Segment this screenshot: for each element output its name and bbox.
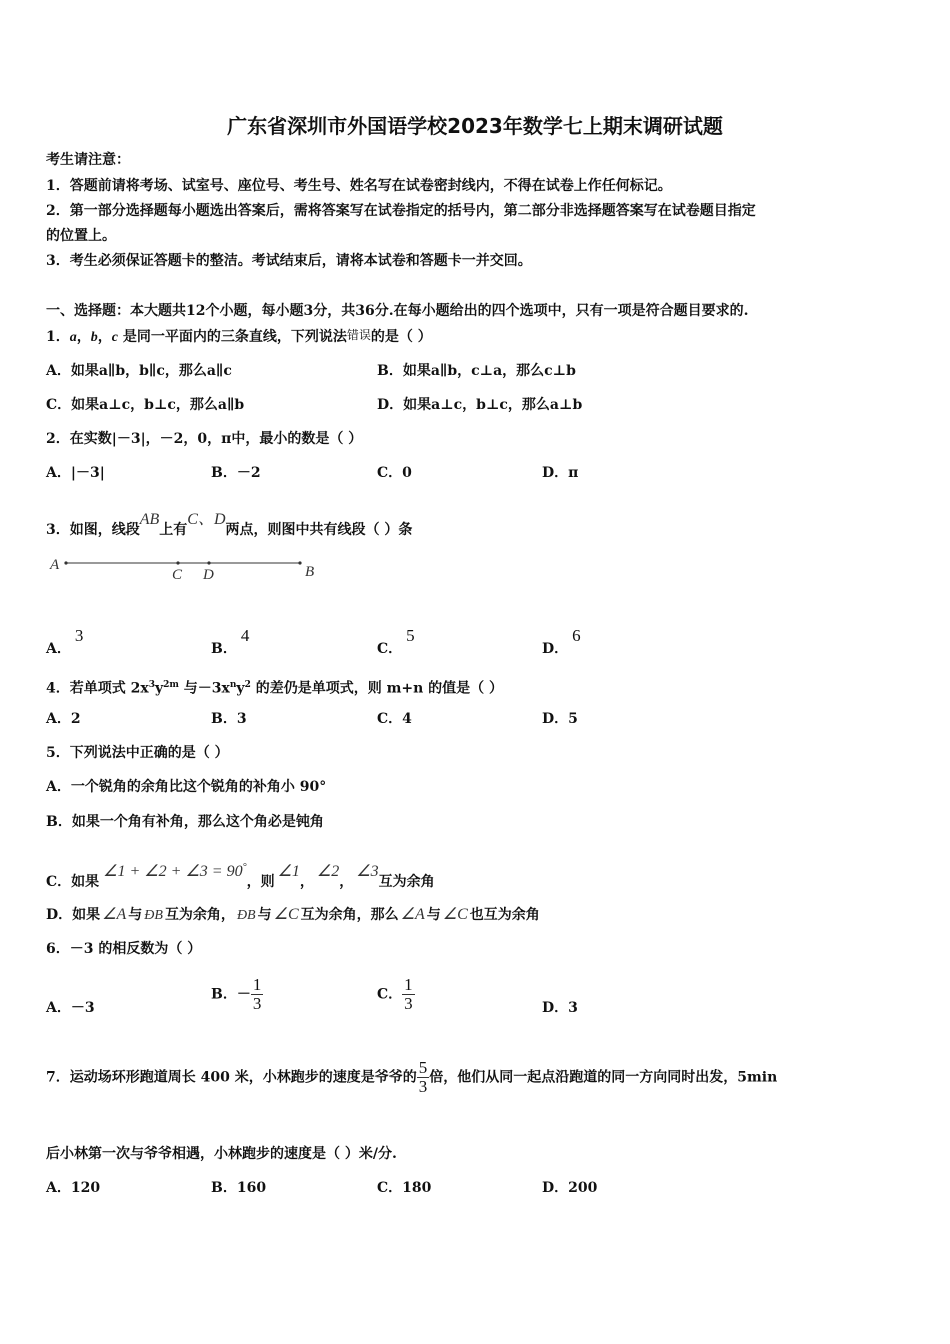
q6-option-c[interactable]: C． $\frac{1}{3}$ (377, 975, 413, 1013)
q1-option-b[interactable]: B．如果a∥b，c⊥a，那么c⊥b (377, 363, 576, 379)
notice-heading: 考生请注意： (46, 152, 130, 168)
label-b: B (305, 564, 315, 580)
q5-option-b[interactable]: B．如果一个角有补角，那么这个角必是钝角 (46, 814, 324, 830)
q5-option-a[interactable]: A．一个锐角的余角比这个锐角的补角小 90° (46, 779, 327, 795)
q7-option-a[interactable]: A．120 (46, 1180, 101, 1196)
page-title: 广东省深圳市外国语学校2023年数学七上期末调研试题 (227, 114, 723, 138)
q1-stem: 1．a，b，c 是同一平面内的三条直线，下列说法错误的是（ ） (46, 328, 432, 345)
label-c: C (172, 567, 183, 583)
fraction-one-third: $\frac{1}{3}$ (252, 975, 262, 1013)
q6-option-b[interactable]: B．－ $\frac{1}{3}$ (211, 975, 262, 1013)
q2-option-a[interactable]: A．|－3| (46, 465, 105, 481)
q6-option-a[interactable]: A．－3 (46, 1000, 95, 1016)
q7-stem-line-1: 7．运动场环形跑道周长 400 米，小林跑步的速度是爷爷的 $\frac{5}{3}$ 倍，他们从同一起点沿跑道的同一方向同时出发，5min (46, 1058, 778, 1096)
notice-item-2: 2．第一部分选择题每小题选出答案后，需将答案写在试卷指定的括号内，第二部分非选择题答案写在试卷题目指定 (46, 203, 756, 219)
notice-item-3: 3．考生必须保证答题卡的整洁。考试结束后，请将本试卷和答题卡一并交回。 (46, 253, 532, 269)
fraction-one-third: $\frac{1}{3}$ (404, 975, 413, 1013)
point-d-dot (207, 561, 210, 564)
q6-stem: 6．－3 的相反数为（ ） (46, 941, 202, 957)
q7-stem-line-2: 后小林第一次与爷爷相遇，小林跑步的速度是（ ）米/分. (46, 1146, 397, 1162)
fraction-five-thirds: $\frac{5}{3}$ (418, 1058, 428, 1096)
label-d: D (203, 567, 214, 583)
section-heading: 一、选择题：本大题共12个小题，每小题3分，共36分.在每小题给出的四个选项中，只有一项是符合题目要求的. (46, 303, 749, 319)
q3-option-c[interactable]: C．5 (377, 626, 415, 657)
q5-option-d[interactable]: D．如果 ∠A 与 ÐB 互为余角， ÐB 与 ∠C 互为余角，那么 ∠A 与 ∠C 也互为余角 (46, 906, 540, 923)
point-a-dot (64, 561, 67, 564)
q6-option-d[interactable]: D．3 (542, 1000, 578, 1016)
segment-figure (44, 552, 334, 584)
label-a: A (50, 557, 60, 573)
q4-option-b[interactable]: B．3 (211, 711, 247, 727)
q1-option-d[interactable]: D．如果a⊥c，b⊥c，那么a⊥b (377, 397, 583, 413)
q4-option-d[interactable]: D．5 (542, 711, 578, 727)
point-c-dot (176, 561, 179, 564)
q1-option-a[interactable]: A．如果a∥b，b∥c，那么a∥c (46, 363, 232, 379)
q4-stem: 4．若单项式 $2x^3y^{2m}$ 与$-3x^ny^2$ 的差仍是单项式，则 m+n 的值是（ ） (46, 680, 504, 697)
q7-option-d[interactable]: D．200 (542, 1180, 598, 1196)
notice-item-2-cont: 的位置上。 (46, 228, 116, 244)
q2-option-c[interactable]: C．0 (377, 465, 412, 481)
q5-option-c[interactable]: C．如果∠1 + ∠2 + ∠3 = 90°，则∠1，∠2，∠3互为余角 (46, 862, 435, 890)
q2-option-b[interactable]: B．－2 (211, 465, 261, 481)
q3-option-d[interactable]: D．6 (542, 626, 581, 657)
q4-option-c[interactable]: C．4 (377, 711, 412, 727)
q3-option-b[interactable]: B．4 (211, 626, 250, 657)
q7-option-b[interactable]: B．160 (211, 1180, 267, 1196)
q2-stem: 2．在实数|－3|，－2，0，π中，最小的数是（ ） (46, 431, 363, 447)
q4-option-a[interactable]: A．2 (46, 711, 81, 727)
q3-stem: 3．如图，线段AB上有C、D两点，则图中共有线段（ ）条 (46, 511, 413, 538)
point-b-dot (298, 561, 301, 564)
q1-option-c[interactable]: C．如果a⊥c，b⊥c，那么a∥b (46, 397, 245, 413)
q7-option-c[interactable]: C．180 (377, 1180, 432, 1196)
q5-stem: 5．下列说法中正确的是（ ） (46, 745, 229, 761)
notice-item-1: 1．答题前请将考场、试室号、座位号、考生号、姓名写在试卷密封线内，不得在试卷上作任何标记。 (46, 178, 672, 194)
q2-option-d[interactable]: D．π (542, 465, 579, 481)
q3-option-a[interactable]: A．3 (46, 626, 84, 657)
